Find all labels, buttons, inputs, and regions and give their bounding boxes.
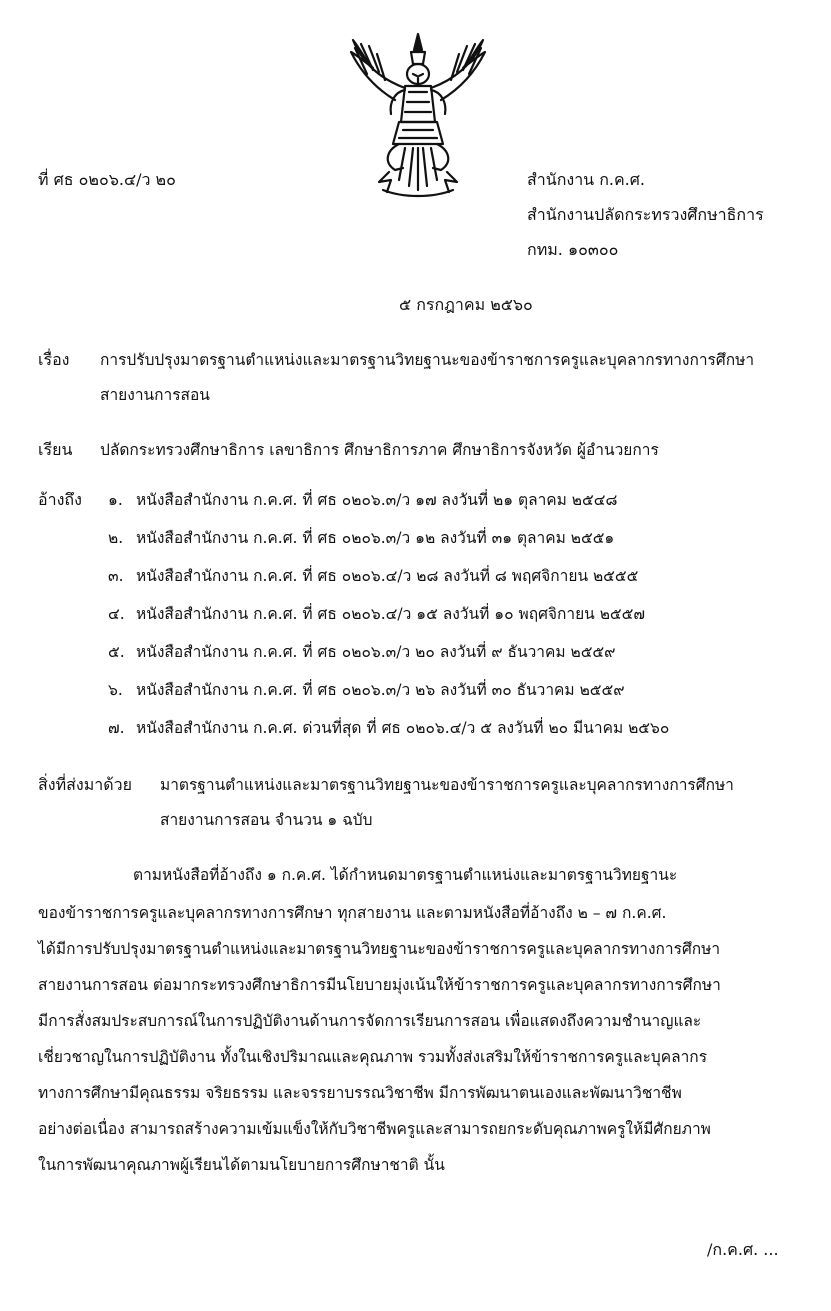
body-line-2: ของข้าราชการครูและบุคลากรทางการศึกษา ทุกสายงาน และตามหนังสือที่อ้างถึง ๒ – ๗ ก.ค.ศ. (38, 904, 667, 922)
reference-item-3-num: ๓. (108, 567, 124, 585)
reference-item-3: หนังสือสำนักงาน ก.ค.ศ. ที่ ศธ ๐๒๐๖.๔/ว ๒๘ ลงวันที่ ๘ พฤศจิกายน ๒๕๕๕ (136, 567, 639, 585)
reference-item-1-num: ๑. (108, 491, 123, 509)
office-department: สำนักงานปลัดกระทรวงศึกษาธิการ (527, 205, 764, 224)
subject-line-2: สายงานการสอน (100, 386, 210, 404)
body-line-3: ได้มีการปรับปรุงมาตรฐานตำแหน่งและมาตรฐานวิทยฐานะของข้าราชการครูและบุคลากรทางการศึกษา (38, 940, 721, 958)
recipient-text: ปลัดกระทรวงศึกษาธิการ เลขาธิการ ศึกษาธิการภาค ศึกษาธิการจังหวัด ผู้อำนวยการ (100, 441, 659, 459)
body-line-5: มีการสั่งสมประสบการณ์ในการปฏิบัติงานด้านการจัดการเรียนการสอน เพื่อแสดงถึงความชำนาญและ (38, 1012, 702, 1030)
enclosure-line-1: มาตรฐานตำแหน่งและมาตรฐานวิทยฐานะของข้าราชการครูและบุคลากรทางการศึกษา (160, 776, 734, 794)
reference-item-7: หนังสือสำนักงาน ก.ค.ศ. ด่วนที่สุด ที่ ศธ ๐๒๐๖.๔/ว ๕ ลงวันที่ ๒๐ มีนาคม ๒๕๖๐ (136, 719, 670, 737)
references-label: อ้างถึง (38, 490, 82, 509)
continuation-marker: /ก.ค.ศ. ... (707, 1240, 779, 1259)
body-line-1: ตามหนังสือที่อ้างถึง ๑ ก.ค.ศ. ได้กำหนดมาตรฐานตำแหน่งและมาตรฐานวิทยฐานะ (133, 866, 678, 884)
subject-label: เรื่อง (38, 350, 70, 369)
reference-item-4: หนังสือสำนักงาน ก.ค.ศ. ที่ ศธ ๐๒๐๖.๔/ว ๑๕ ลงวันที่ ๑๐ พฤศจิกายน ๒๕๕๗ (136, 605, 646, 623)
reference-number: ที่ ศธ ๐๒๐๖.๔/ว ๒๐ (38, 170, 176, 189)
reference-item-5: หนังสือสำนักงาน ก.ค.ศ. ที่ ศธ ๐๒๐๖.๓/ว ๒๐ ลงวันที่ ๙ ธันวาคม ๒๕๕๙ (136, 643, 616, 661)
body-line-8: อย่างต่อเนื่อง สามารถสร้างความเข้มแข็งให้กับวิชาชีพครูและสามารถยกระดับคุณภาพครูให้มีศักยภาพ (38, 1120, 711, 1138)
enclosure-line-2: สายงานการสอน จำนวน ๑ ฉบับ (160, 811, 373, 829)
body-line-7: ทางการศึกษามีคุณธรรม จริยธรรม และจรรยาบรรณวิชาชีพ มีการพัฒนาตนเองและพัฒนาวิชาชีพ (38, 1084, 682, 1102)
garuda-emblem-icon (343, 30, 493, 202)
reference-item-2-num: ๒. (108, 529, 124, 547)
office-name: สำนักงาน ก.ค.ศ. (527, 170, 645, 189)
reference-item-6-num: ๖. (108, 681, 123, 699)
body-line-6: เชี่ยวชาญในการปฏิบัติงาน ทั้งในเชิงปริมาณและคุณภาพ รวมทั้งส่งเสริมให้ข้าราชการครูและบุคลากร (38, 1048, 708, 1066)
body-line-4: สายงานการสอน ต่อมากระทรวงศึกษาธิการมีนโยบายมุ่งเน้นให้ข้าราชการครูและบุคลากรทางการศึกษา (38, 976, 721, 994)
reference-item-2: หนังสือสำนักงาน ก.ค.ศ. ที่ ศธ ๐๒๐๖.๓/ว ๑๒ ลงวันที่ ๓๑ ตุลาคม ๒๕๕๑ (136, 529, 615, 547)
office-address: กทม. ๑๐๓๐๐ (527, 240, 619, 259)
recipient-label: เรียน (38, 440, 73, 459)
reference-item-4-num: ๔. (108, 605, 125, 623)
reference-item-7-num: ๗. (108, 719, 125, 737)
document-date: ๕ กรกฎาคม ๒๕๖๐ (399, 295, 533, 314)
body-line-9: ในการพัฒนาคุณภาพผู้เรียนได้ตามนโยบายการศึกษาชาติ นั้น (38, 1156, 445, 1174)
reference-item-5-num: ๕. (108, 643, 125, 661)
enclosure-label: สิ่งที่ส่งมาด้วย (38, 775, 132, 794)
reference-item-1: หนังสือสำนักงาน ก.ค.ศ. ที่ ศธ ๐๒๐๖.๓/ว ๑๗ ลงวันที่ ๒๑ ตุลาคม ๒๕๔๘ (136, 491, 618, 509)
subject-line-1: การปรับปรุงมาตรฐานตำแหน่งและมาตรฐานวิทยฐานะของข้าราชการครูและบุคลากรทางการศึกษา (100, 351, 755, 369)
reference-item-6: หนังสือสำนักงาน ก.ค.ศ. ที่ ศธ ๐๒๐๖.๓/ว ๒๖ ลงวันที่ ๓๐ ธันวาคม ๒๕๕๙ (136, 681, 625, 699)
